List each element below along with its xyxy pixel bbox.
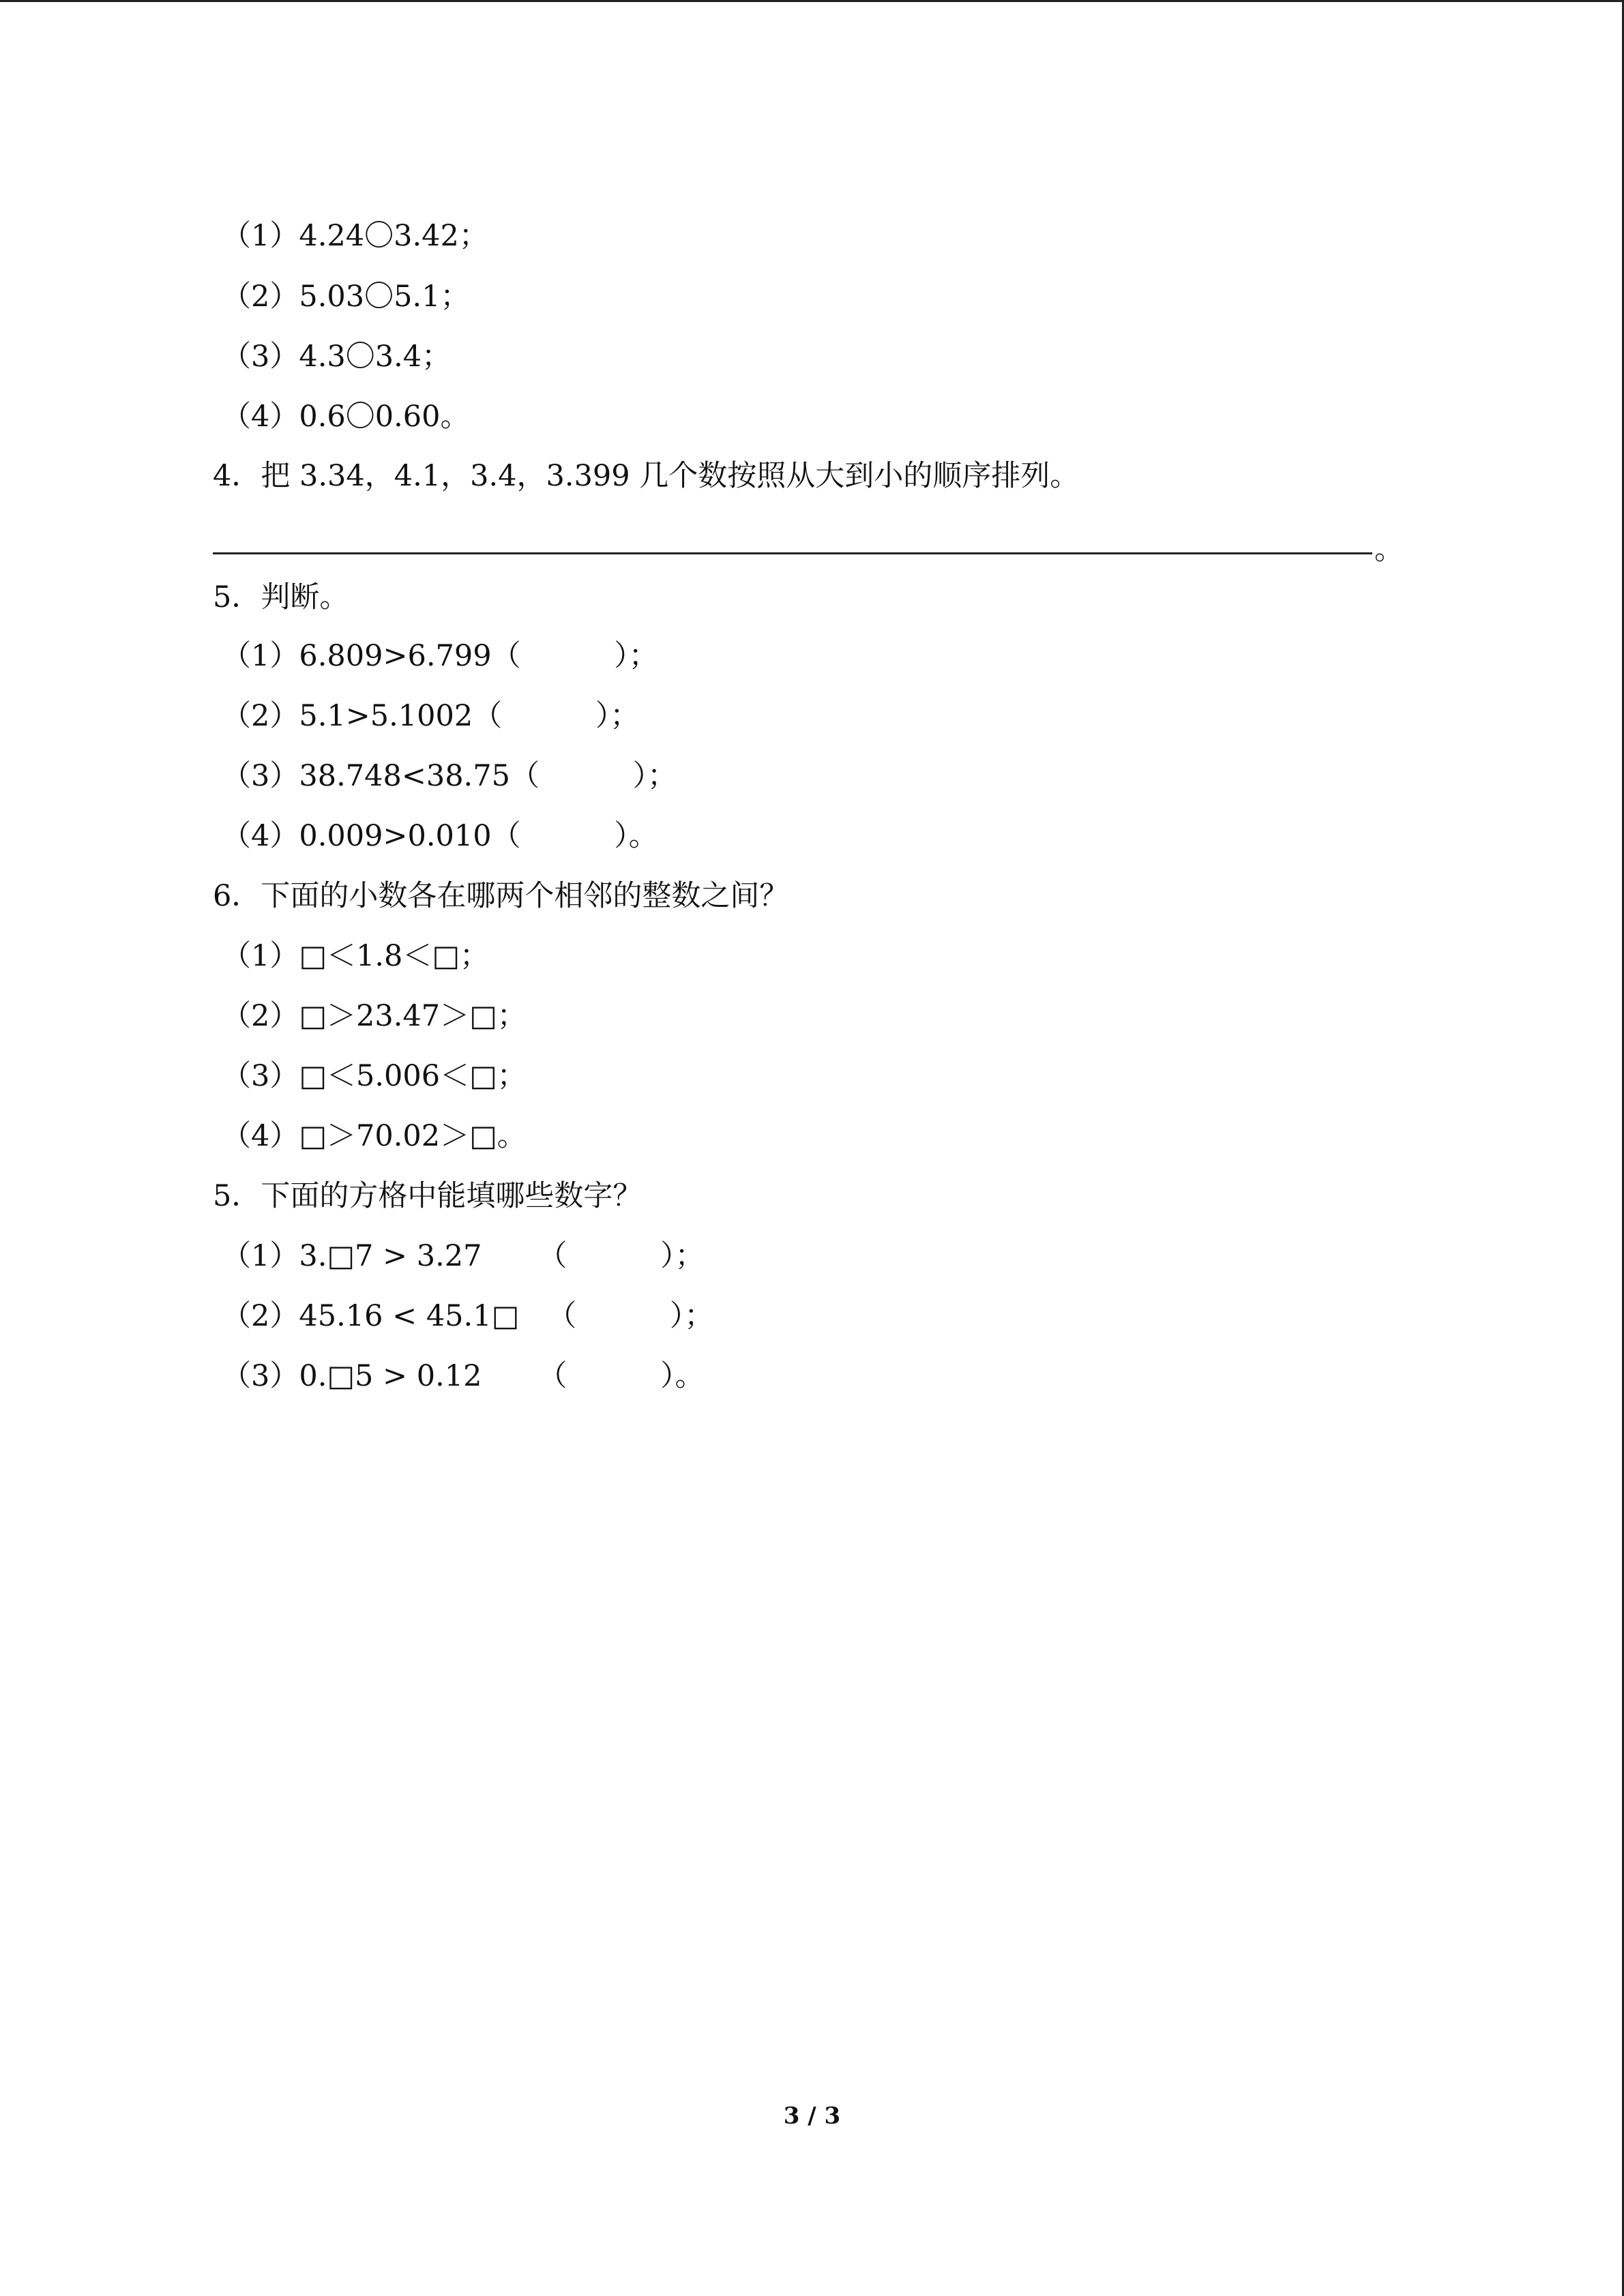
q7-title: 5．下面的方格中能填哪些数字？ xyxy=(213,1179,643,1213)
q5-title: 5．判断。 xyxy=(213,580,349,614)
q6-title: 6．下面的小数各在哪两个相邻的整数之间？ xyxy=(213,879,789,913)
q6-item-2: （2）□＞23.47＞□； xyxy=(222,999,527,1033)
q4-answer-blank[interactable] xyxy=(213,529,1404,570)
q7-item-2: （2）45.16 < 45.1□ （ ）； xyxy=(222,1299,714,1333)
q6-item-3: （3）□＜5.006＜□； xyxy=(222,1059,527,1093)
page-top-border xyxy=(0,0,1624,2)
q4-title: 4．把 3.34，4.1，3.4，3.399 几个数按照从大到小的顺序排列。 xyxy=(213,459,1080,493)
answer-underline xyxy=(213,552,1372,554)
page-number: 3 / 3 xyxy=(783,2102,841,2130)
q7-item-3: （3）0.□5 > 0.12 （ ）。 xyxy=(222,1359,705,1393)
q5-item-4: （4）0.009>0.010（ ）。 xyxy=(222,819,658,853)
q6-item-4: （4）□＞70.02＞□。 xyxy=(222,1119,527,1153)
q5-item-1: （1）6.809>6.799（ ）； xyxy=(222,639,658,673)
q3-item-1: （1）4.24〇3.42； xyxy=(222,219,488,253)
answer-end-mark: 。 xyxy=(1374,533,1404,567)
q5-item-2: （2）5.1>5.1002（ ）； xyxy=(222,699,640,733)
q3-item-4: （4）0.6〇0.60。 xyxy=(222,400,470,434)
q3-item-3: （3）4.3〇3.4； xyxy=(222,340,452,374)
q7-item-1: （1）3.□7 > 3.27 （ ）； xyxy=(222,1239,705,1273)
q5-item-3: （3）38.748<38.75（ ）； xyxy=(222,759,677,793)
q3-item-2: （2）5.03〇5.1； xyxy=(222,280,470,314)
q6-item-1: （1）□＜1.8＜□； xyxy=(222,939,489,973)
